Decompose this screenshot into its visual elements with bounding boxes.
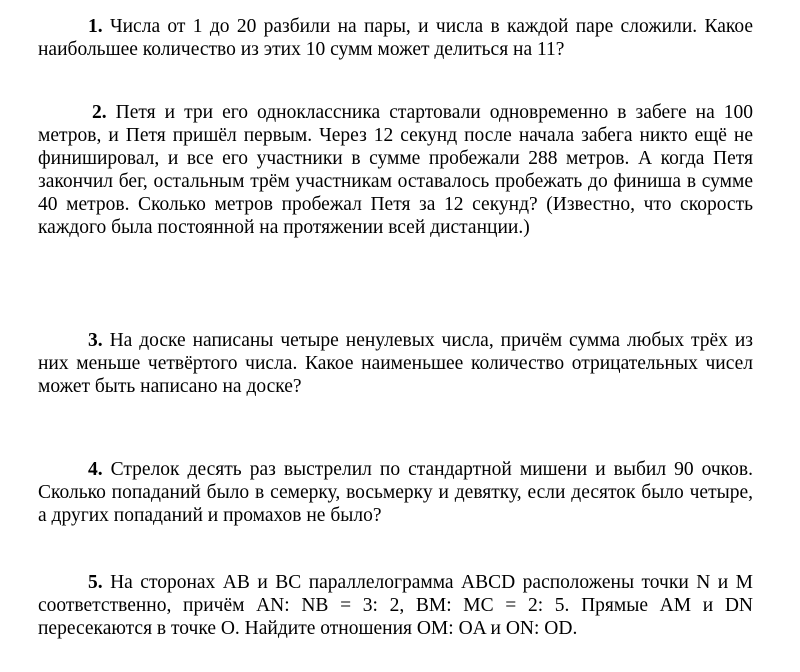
problem-1-number: 1. (88, 16, 103, 37)
problem-3 (38, 329, 753, 398)
problem-2-number: 2. (92, 102, 107, 123)
problem-2-text: Петя и три его одноклассника стартовали одновременно в забеге на 100 метров, и Петя пришёл первым. Через 12 секунд после начала забега никто ещё не финишировал, и все его участники в сумме пробежали 288 метров. А когда Петя закончил бег, остальным трём участникам оставалось пробежать до финиша в сумме 40 метров. Сколько метров пробежал Петя за 12 секунд? (Известно, что скорость каждого была постоянной на протяжении всей дистанции.) (38, 102, 754, 238)
problem-1 (38, 15, 753, 61)
problem-2 (38, 101, 753, 239)
problem-5 (38, 571, 753, 640)
problem-5-text: На сторонах AB и BC параллелограмма ABCD расположены точки N и M соответственно, причём AN: NB = 3: 2, BM: MC = 2: 5. Прямые AM и DN пересекаются в точке O. Найдите отношения OM: OA и ON: OD. (38, 572, 753, 639)
problem-4-text: Стрелок десять раз выстрелил по стандартной мишени и выбил 90 очков. Сколько попаданий было в семерку, восьмерку и девятку, если десяток было четыре, а других попаданий и промахов не было? (38, 459, 753, 526)
problem-1-text: Числа от 1 до 20 разбили на пары, и числа в каждой паре сложили. Какое наибольшее количество из этих 10 сумм может делиться на 11? (38, 16, 754, 60)
problem-4-number: 4. (88, 459, 103, 480)
problem-3-text: На доске написаны четыре ненулевых числа, причём сумма любых трёх из них меньше четвёртого числа. Какое наименьшее количество отрицательных чисел может быть написано на доске? (38, 330, 754, 397)
problem-4 (38, 458, 753, 527)
problem-3-number: 3. (88, 330, 103, 351)
problem-5-number: 5. (88, 572, 103, 593)
